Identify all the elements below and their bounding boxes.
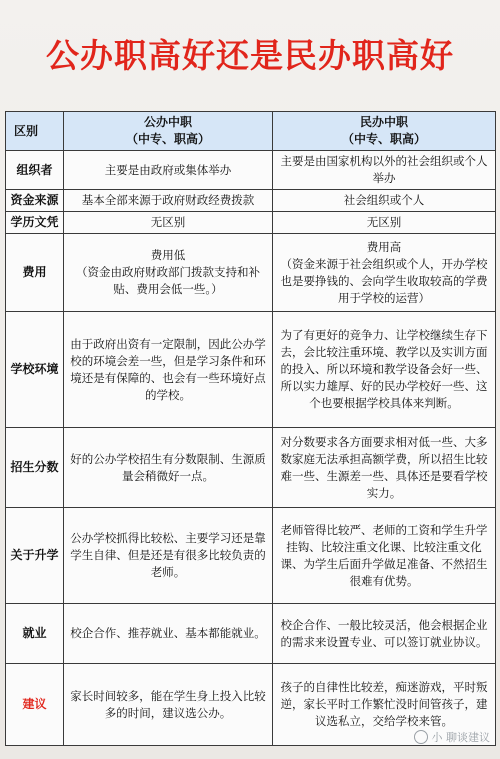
table-row — [6, 428, 496, 508]
row-label: 组织者 — [6, 151, 64, 190]
private-cell: 孩子的自律性比较差，痴迷游戏，平时叛逆，家长平时工作繁忙没时间管孩子，建议选私立，交给学校来管。 — [273, 664, 496, 746]
public-cell: 基本全部来源于政府财政经费拨款 — [64, 190, 273, 212]
private-cell: 主要是由国家机构以外的社会组织或个人举办 — [273, 151, 496, 190]
header-private-subtitle: （中专、职高） — [341, 132, 426, 146]
row-label: 招生分数 — [6, 428, 64, 508]
table-row — [6, 151, 496, 190]
table-row — [6, 212, 496, 234]
public-cell: 家长时间较多，能在学生身上投入比较多的时间，建议选公办。 — [64, 664, 273, 746]
row-label: 学历文凭 — [6, 212, 64, 234]
public-cell: 校企合作、推荐就业、基本都能就业。 — [64, 604, 273, 664]
row-label: 就业 — [6, 604, 64, 664]
table-row — [6, 508, 496, 604]
watermark-text: 小 聊谈建议 — [431, 731, 490, 744]
public-cell: 公办学校抓得比较松、主要学习还是靠学生自律、但是还是有很多比较负责的老师。 — [64, 508, 273, 604]
comparison-table — [5, 111, 496, 746]
private-cell: 社会组织或个人 — [273, 190, 496, 212]
header-private — [273, 112, 496, 151]
private-cell: 为了有更好的竞争力、让学校继续生存下去，会比较注重环境、教学以及实训方面的投入、所以环境和教学设备会好一些、所以实力雄厚、好的民办学校好一些、这个也要根据学校具体来判断。 — [273, 312, 496, 428]
row-label-advice: 建议 — [6, 664, 64, 746]
watermark-logo-icon — [414, 730, 428, 744]
public-cell: 主要是由政府或集体举办 — [64, 151, 273, 190]
row-label: 学校环境 — [6, 312, 64, 428]
watermark — [414, 729, 491, 745]
table-row — [6, 604, 496, 664]
table-row — [6, 190, 496, 212]
private-cell: 无区别 — [273, 212, 496, 234]
row-label: 费用 — [6, 234, 64, 312]
public-cell: 无区别 — [64, 212, 273, 234]
public-cell: 费用低 （资金由政府财政部门拨款支持和补贴、费用会低一些。） — [64, 234, 273, 312]
private-cell: 老师管得比较严、老师的工资和学生升学挂钩、比较注重文化课、比较注重文化课、为学生后面升学做足准备、不然招生很难有优势。 — [273, 508, 496, 604]
public-cell: 由于政府出资有一定限制，因此公办学校的环境会差一些，但是学习条件和环境还是有保障的、也会有一些环境好点的学校。 — [64, 312, 273, 428]
header-public-title: 公办中职 — [143, 115, 192, 129]
table-header-row — [6, 112, 496, 151]
header-public — [64, 112, 273, 151]
header-diff: 区别 — [6, 112, 64, 151]
page-title: 公办职高好还是民办职高好 — [46, 36, 454, 75]
private-cell: 对分数要求各方面要求相对低一些、大多数家庭无法承担高额学费，所以招生比较难一些、生源差一些、具体还是要看学校实力。 — [273, 428, 496, 508]
header-public-subtitle: （中专、职高） — [125, 132, 210, 146]
private-cell: 校企合作、一般比较灵活，他会根据企业的需求来设置专业、可以签订就业协议。 — [273, 604, 496, 664]
private-cell: 费用高 （资金来源于社会组织或个人，开办学校也是要挣钱的、会向学生收取较高的学费用于学校的运营） — [273, 234, 496, 312]
header-private-title: 民办中职 — [359, 115, 408, 129]
table-row — [6, 312, 496, 428]
public-cell: 好的公办学校招生有分数限制、生源质量会稍微好一点。 — [64, 428, 273, 508]
table-row — [6, 234, 496, 312]
row-label: 资金来源 — [6, 190, 64, 212]
row-label: 关于升学 — [6, 508, 64, 604]
